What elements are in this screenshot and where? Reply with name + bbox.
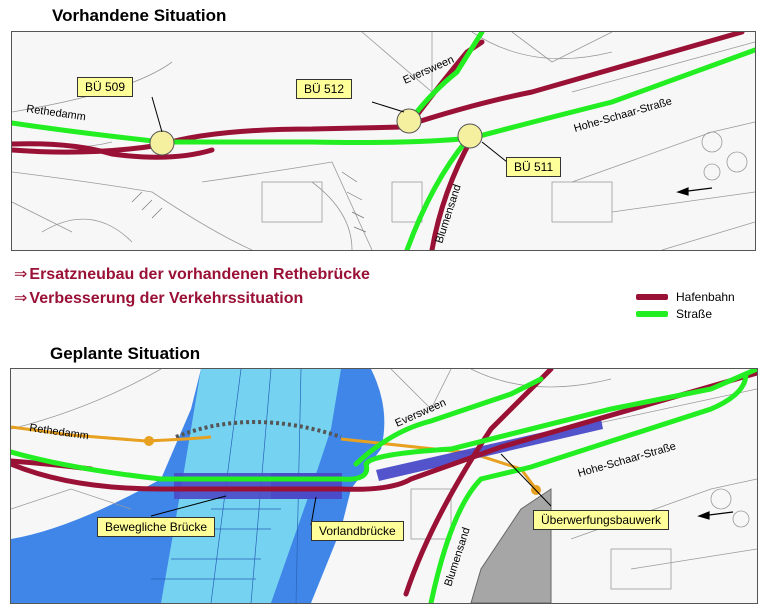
bullet-2-text: Verbesserung der Verkehrssituation xyxy=(29,290,304,307)
legend-swatch-hafenbahn xyxy=(636,294,668,300)
map-existing-drawing xyxy=(12,32,755,250)
legend-item-hafenbahn xyxy=(636,290,735,304)
street-eversween: Eversween xyxy=(393,396,448,430)
legend-label-hafenbahn: Hafenbahn xyxy=(676,290,735,304)
callout-bu511: BÜ 511 xyxy=(506,157,561,177)
utility-node xyxy=(144,436,154,446)
bullet-1-text: Ersatzneubau der vorhandenen Rethebrücke xyxy=(29,266,370,283)
crossing-bu509 xyxy=(150,131,174,155)
street-rethedamm: Rethedamm xyxy=(25,103,87,124)
street-hohe-schaar: Hohe-Schaar-Straße xyxy=(576,440,678,480)
callout-bu509: BÜ 509 xyxy=(77,77,133,97)
crossing-bu511 xyxy=(458,124,482,148)
callout-ueberwerfung: Überwerfungsbauwerk xyxy=(533,510,669,530)
crossing-bu512 xyxy=(397,109,421,133)
bullet-1 xyxy=(14,264,370,284)
heading-planned: Geplante Situation xyxy=(50,344,201,363)
street-blumensand: Blumensand xyxy=(442,526,473,588)
north-arrow-icon xyxy=(678,188,712,195)
callout-bewegliche: Bewegliche Brücke xyxy=(97,517,215,537)
bullet-2 xyxy=(14,288,303,308)
map-planned xyxy=(10,368,758,604)
bullet-arrow-icon: ⇒ xyxy=(14,266,28,283)
street-rethedamm: Rethedamm xyxy=(28,422,90,443)
north-arrow-icon xyxy=(699,512,733,519)
street-eversween: Eversween xyxy=(401,53,456,87)
legend-swatch-strasse xyxy=(636,311,668,317)
strasse-lines xyxy=(12,32,755,250)
callout-vorland: Vorlandbrücke xyxy=(311,521,404,541)
legend-label-strasse: Straße xyxy=(676,307,713,321)
bullet-arrow-icon: ⇒ xyxy=(14,290,28,307)
callout-bu512: BÜ 512 xyxy=(296,79,352,99)
map-planned-drawing xyxy=(11,369,757,603)
map-existing xyxy=(11,31,756,251)
heading-existing: Vorhandene Situation xyxy=(52,6,227,25)
street-blumensand: Blumensand xyxy=(433,183,464,245)
legend-item-strasse xyxy=(636,307,712,321)
street-hohe-schaar: Hohe-Schaar-Straße xyxy=(572,95,674,135)
building-block xyxy=(471,489,551,603)
